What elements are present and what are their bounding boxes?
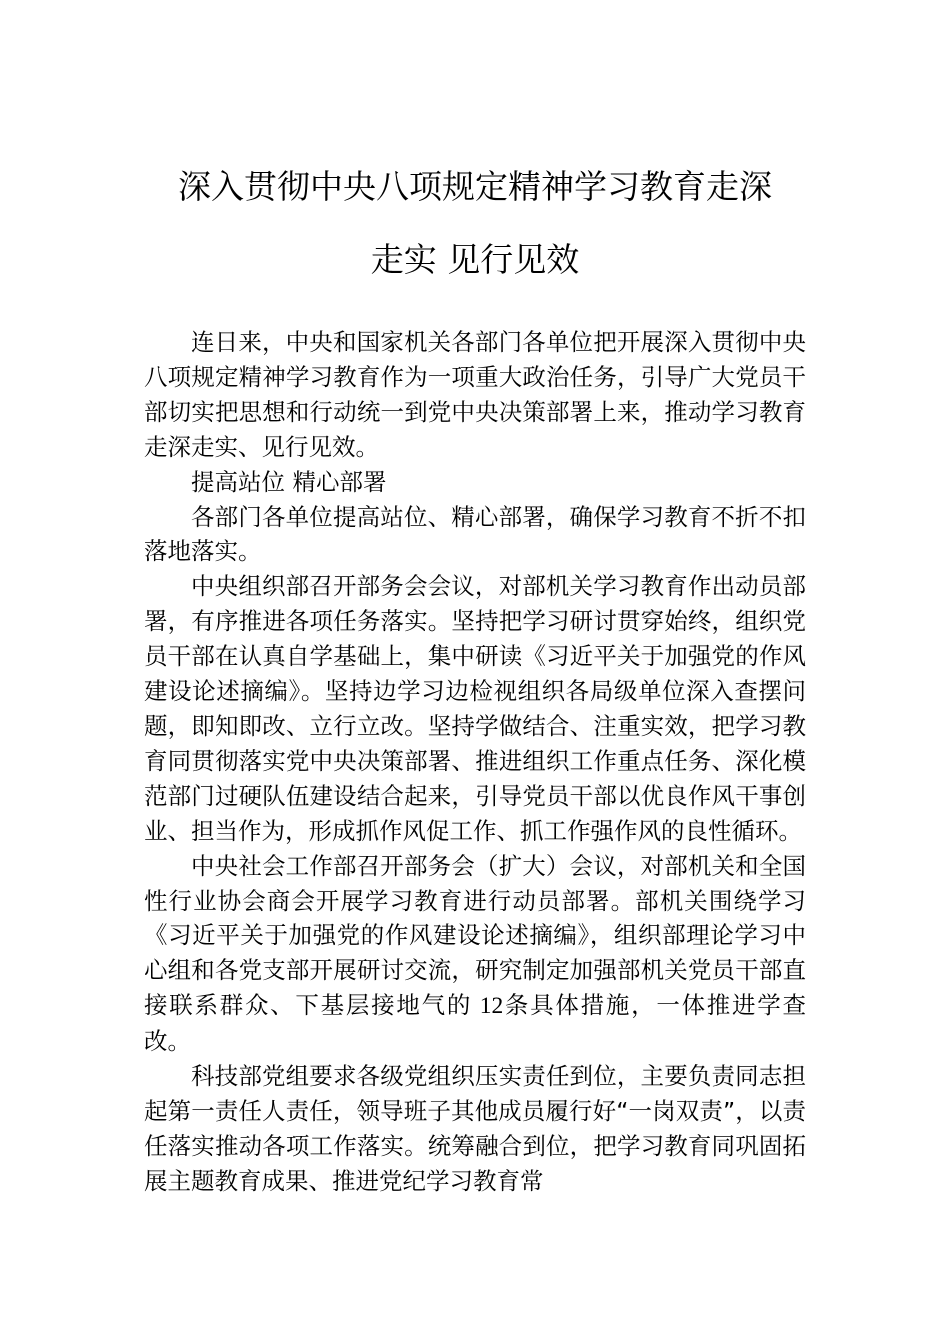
- document-title-line-2: 走实 见行见效: [370, 240, 580, 279]
- paragraph-overview: 各部门各单位提高站位、精心部署，确保学习教育不折不扣落地落实。: [144, 502, 806, 566]
- paragraph-social-work-dept: [144, 849, 806, 1059]
- measure-count: 12: [479, 993, 504, 1020]
- paragraph-organization-dept: 中央组织部召开部务会会议，对部机关学习教育作出动员部署，有序推进各项任务落实。坚持把学习研讨贯穿始终，组织党员干部在认真自学基础上，集中研读《习近平关于加强党的作风建设论述摘编》。坚持边学习边检视组织各局级单位深入查摆问题，即知即改、立行立改。坚持学做结合、注重实效，把学习教育同贯彻落实党中央决策部署、推进组织工作重点任务、深化模范部门过硬队伍建设结合起来，引导党员干部以优良作风干事创业、担当作为，形成抓作风促工作、抓工作强作风的良性循环。: [144, 572, 806, 845]
- paragraph-social-work-tail: 条具体措施，一体推进学查改。: [144, 991, 807, 1056]
- section-heading: 提高站位 精心部署: [191, 467, 387, 496]
- document-body: [144, 325, 806, 1199]
- paragraph-intro: 连日来，中央和国家机关各部门各单位把开展深入贯彻中央八项规定精神学习教育作为一项重大政治任务，引导广大党员干部切实把思想和行动统一到党中央决策部署上来，推动学习教育走深走实、见行见效。: [144, 328, 806, 461]
- document-title-line-1: 深入贯彻中央八项规定精神学习教育走深: [178, 167, 772, 206]
- paragraph-science-ministry: 科技部党组要求各级党组织压实责任到位，主要负责同志担起第一责任人责任，领导班子其他成员履行好“一岗双责”，以责任落实推动各项工作落实。统筹融合到位，把学习教育同巩固拓展主题教育成果、推进党纪学习教育常: [144, 1062, 806, 1195]
- paragraph-social-work-text: 中央社会工作部召开部务会（扩大）会议，对部机关和全国性行业协会商会开展学习教育进行动员部署。部机关围绕学习《习近平关于加强党的作风建设论述摘编》，组织部理论学习中心组和各党支部开展研讨交流，研究制定加强部机关党员干部直接联系群众、下基层接地气的: [144, 851, 806, 1020]
